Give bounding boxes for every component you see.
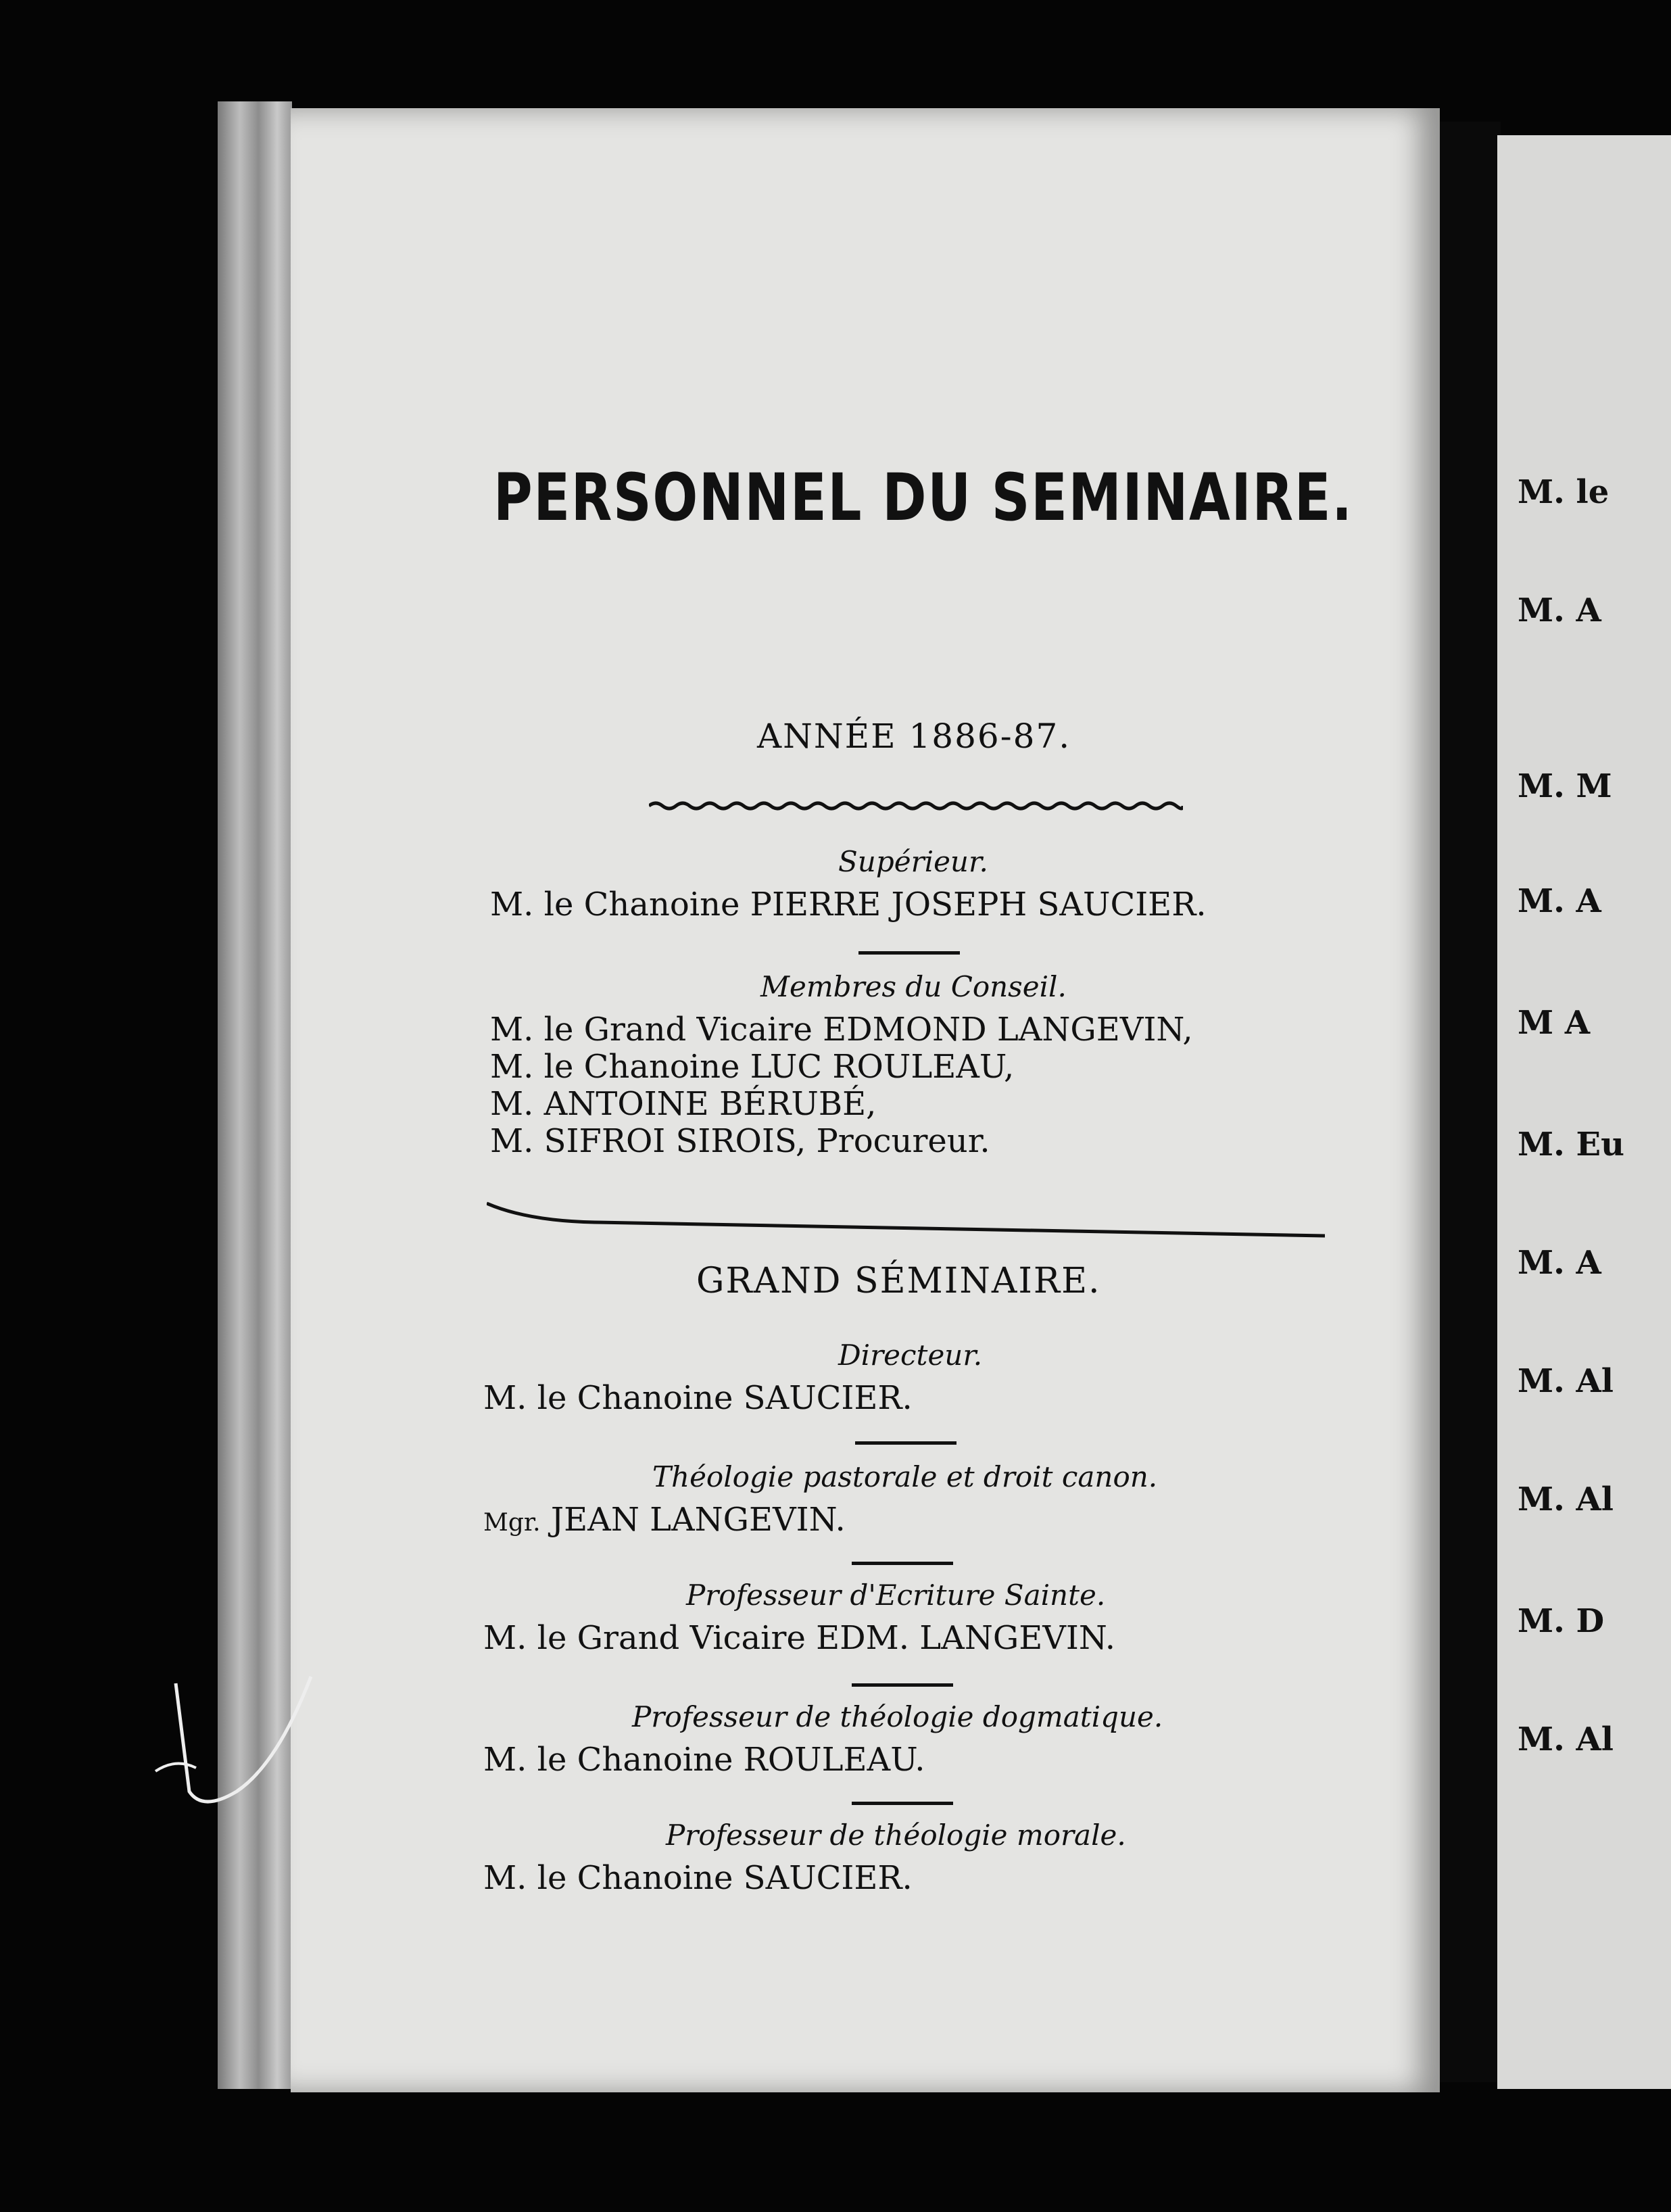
next-page-line: M. A: [1518, 882, 1601, 920]
entry-caption: Professeur d'Ecriture Sainte.: [686, 1579, 1106, 1612]
next-page-line: M. A: [1518, 592, 1601, 629]
year-line: ANNÉE 1886-87.: [757, 717, 1071, 756]
wavy-divider: [649, 798, 1183, 814]
conseil-member: M. le Grand Vicaire EDMOND LANGEVIN,: [490, 1011, 1193, 1049]
next-page-line: M. Al: [1518, 1362, 1614, 1400]
entry-caption: Professeur de théologie dogmatique.: [632, 1700, 1163, 1733]
conseil-caption: Membres du Conseil.: [760, 970, 1067, 1003]
book-gutter: [1440, 122, 1501, 2082]
next-page-line: M. Eu: [1518, 1126, 1625, 1163]
entry-line: M. le Chanoine SAUCIER.: [483, 1379, 913, 1417]
page-title: PERSONNEL DU SEMINAIRE.: [493, 460, 1353, 535]
superieur-line: M. le Chanoine PIERRE JOSEPH SAUCIER.: [490, 886, 1207, 923]
next-page-line: M. D: [1518, 1602, 1605, 1640]
grand-seminaire-heading: GRAND SÉMINAIRE.: [696, 1261, 1101, 1301]
left-page: [291, 108, 1440, 2092]
short-rule: [855, 1441, 956, 1445]
mgr-prefix: Mgr.: [483, 1509, 541, 1537]
next-page-line: M. Al: [1518, 1721, 1614, 1758]
next-page-line: M. Al: [1518, 1481, 1614, 1518]
entry-caption: Théologie pastorale et droit canon.: [652, 1460, 1158, 1493]
short-rule: [852, 1562, 953, 1565]
entry-line: M. le Chanoine SAUCIER.: [483, 1859, 913, 1897]
next-page-line: M. M: [1518, 767, 1612, 805]
entry-line: M. le Grand Vicaire EDM. LANGEVIN.: [483, 1619, 1116, 1657]
pen-scribble-mark: [149, 1656, 338, 1825]
next-page-line: M. A: [1518, 1244, 1601, 1282]
entry-line: M. le Chanoine ROULEAU.: [483, 1741, 925, 1779]
next-page-line: M A: [1518, 1004, 1591, 1042]
short-rule: [858, 951, 960, 955]
conseil-member: M. SIFROI SIROIS, Procureur.: [490, 1122, 990, 1160]
long-divider: [487, 1197, 1325, 1251]
mgr-name: JEAN LANGEVIN.: [550, 1501, 846, 1539]
entry-caption: Directeur.: [838, 1339, 983, 1372]
right-page-fragment: [1497, 135, 1671, 2089]
entry-caption: Professeur de théologie morale.: [666, 1819, 1126, 1852]
conseil-member: M. le Chanoine LUC ROULEAU,: [490, 1048, 1015, 1086]
entry-line: [483, 1501, 846, 1539]
superieur-caption: Supérieur.: [838, 845, 988, 878]
short-rule: [852, 1683, 953, 1687]
next-page-line: M. le: [1518, 473, 1609, 511]
short-rule: [852, 1802, 953, 1805]
conseil-member: M. ANTOINE BÉRUBÉ,: [490, 1085, 877, 1123]
